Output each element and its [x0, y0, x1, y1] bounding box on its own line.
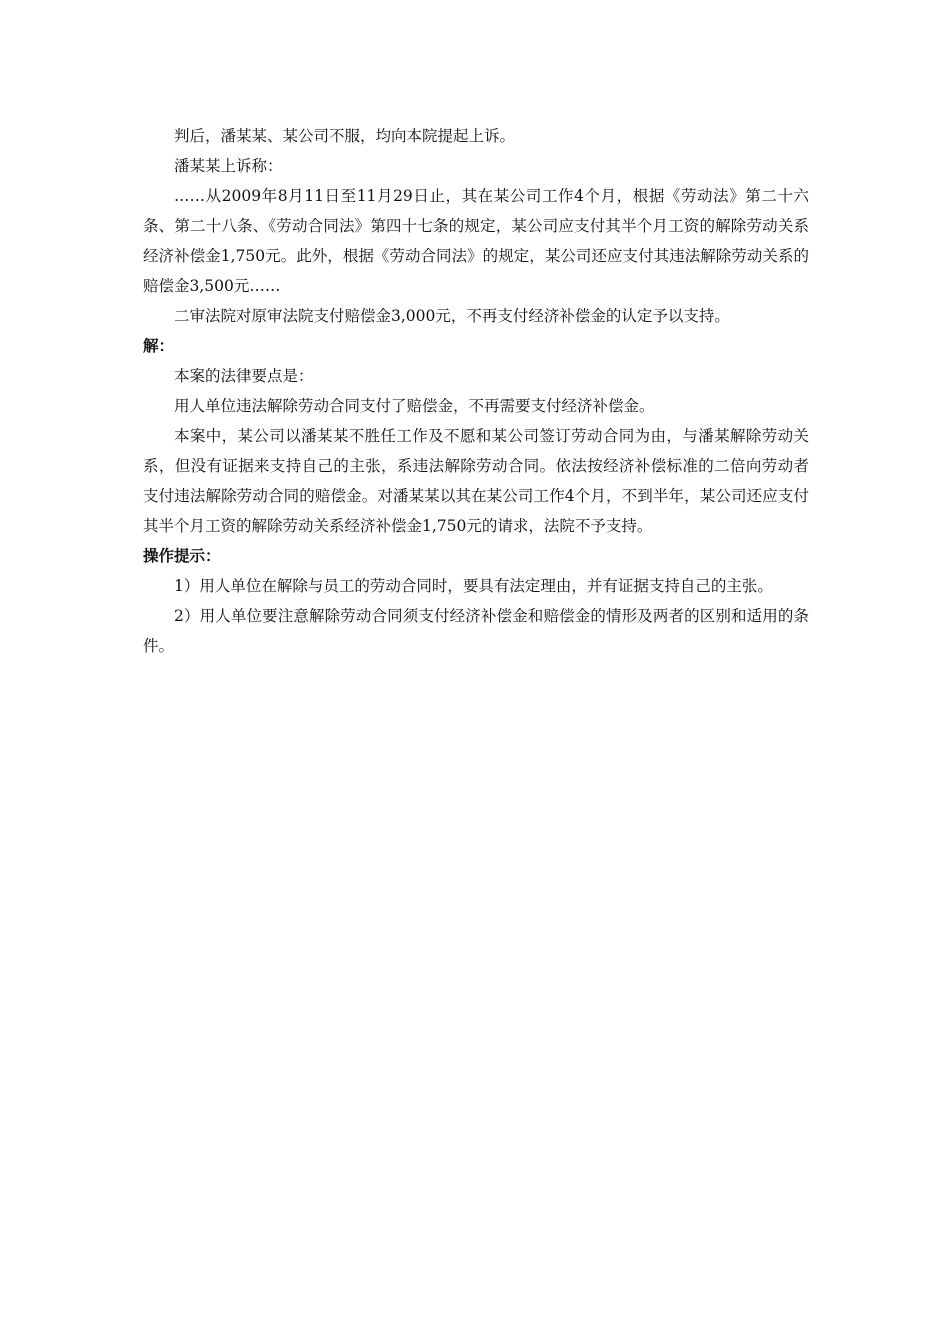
document-page	[143, 121, 809, 661]
heading-solution: 解：	[143, 337, 175, 355]
paragraph-legal-points-label: 本案的法律要点是：	[174, 367, 314, 385]
paragraph-tip-1: 1）用人单位在解除与员工的劳动合同时，要具有法定理由，并有证据支持自己的主张。	[174, 577, 773, 595]
paragraph-appeal-claim-label: 潘某某上诉称：	[174, 157, 283, 175]
paragraph-legal-point: 用人单位违法解除劳动合同支付了赔偿金，不再需要支付经济补偿金。	[174, 397, 655, 415]
paragraph-case-analysis: 本案中，某公司以潘某某不胜任工作及不愿和某公司签订劳动合同为由，与潘某解除劳动关系，但没有证据来支持自己的主张，系违法解除劳动合同。依法按经济补偿标准的二倍向劳动者支付违法解除劳动合同的赔偿金。对潘某某以其在某公司工作4个月，不到半年，某公司还应支付其半个月工资的解除劳动关系经济补偿金1,750元的请求，法院不予支持。	[143, 427, 809, 535]
paragraph-appeal-intro: 判后，潘某某、某公司不服，均向本院提起上诉。	[174, 127, 516, 145]
heading-operation-tips: 操作提示：	[143, 547, 221, 565]
paragraph-second-instance: 二审法院对原审法院支付赔偿金3,000元，不再支付经济补偿金的认定予以支持。	[174, 307, 730, 325]
paragraph-tip-2: 2）用人单位要注意解除劳动合同须支付经济补偿金和赔偿金的情形及两者的区别和适用的条件。	[143, 607, 809, 655]
paragraph-appeal-claim: ……从2009年8月11日至11月29日止，其在某公司工作4个月，根据《劳动法》第二十六条、第二十八条、《劳动合同法》第四十七条的规定，某公司应支付其半个月工资的解除劳动关系经济补偿金1,750元。此外，根据《劳动合同法》的规定，某公司还应支付其违法解除劳动关系的赔偿金3,500元……	[143, 187, 809, 295]
